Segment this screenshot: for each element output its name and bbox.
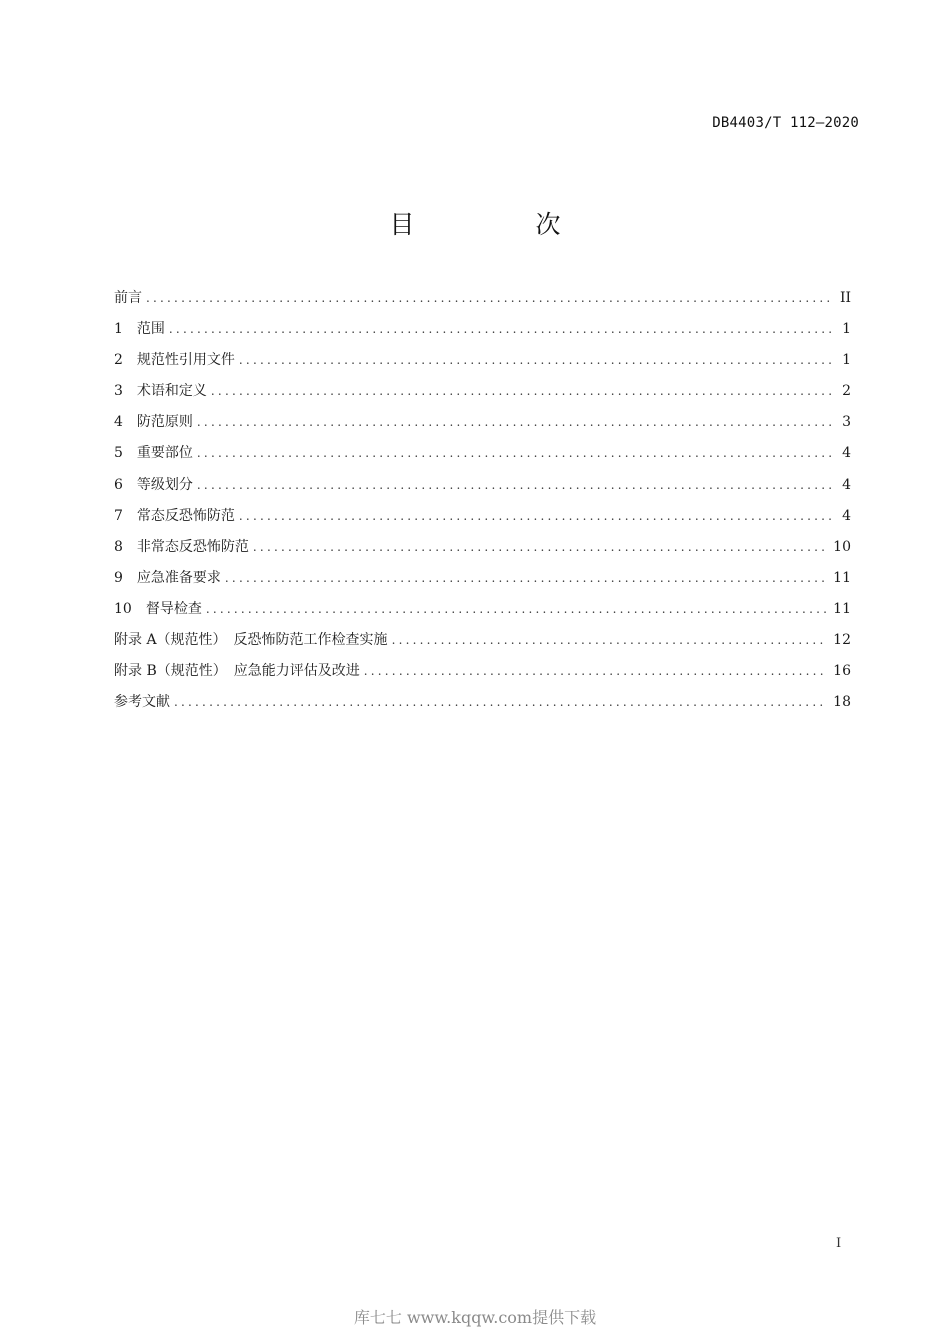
toc-page-number: 16 xyxy=(833,663,851,680)
toc-entry-routine-prevention[interactable] xyxy=(114,505,851,536)
toc-leader-dots xyxy=(197,411,833,433)
toc-entry-title: 防范原则 xyxy=(136,414,193,431)
toc-leader-dots xyxy=(206,598,827,620)
toc-entry-appendix-b[interactable] xyxy=(114,660,851,691)
toc-page-number: 1 xyxy=(842,352,851,369)
toc-entry-title: 术语和定义 xyxy=(136,383,207,400)
toc-page-number: II xyxy=(839,290,851,306)
toc-entry-nonroutine-prevention[interactable] xyxy=(114,536,851,567)
toc-page-number: 18 xyxy=(833,694,851,711)
table-of-contents xyxy=(114,287,851,722)
toc-entry-key-areas[interactable] xyxy=(114,442,851,473)
toc-entry-bibliography[interactable] xyxy=(114,691,851,722)
toc-entry-number: 3 xyxy=(114,383,123,400)
toc-entry-number: 4 xyxy=(114,414,123,431)
toc-entry-number: 7 xyxy=(114,507,123,524)
toc-leader-dots xyxy=(146,287,833,309)
toc-entry-appendix-a[interactable] xyxy=(114,629,851,660)
toc-leader-dots xyxy=(239,349,833,371)
toc-entry-foreword[interactable] xyxy=(114,287,851,318)
toc-entry-level-classification[interactable] xyxy=(114,474,851,505)
toc-page-number: 1 xyxy=(842,321,851,338)
toc-entry-number: 6 xyxy=(114,476,123,493)
toc-entry-title: 等级划分 xyxy=(136,476,193,493)
toc-entry-title: 督导检查 xyxy=(145,600,202,617)
document-code: DB4403/T 112—2020 xyxy=(712,115,859,131)
toc-page-number: 4 xyxy=(842,445,851,462)
toc-entry-title: 规范性引用文件 xyxy=(136,352,235,369)
toc-page-number: 4 xyxy=(842,476,851,493)
toc-entry-title: 附录 B（规范性） 应急能力评估及改进 xyxy=(114,663,360,680)
toc-entry-title: 范围 xyxy=(136,321,165,338)
toc-entry-number: 1 xyxy=(114,321,123,338)
toc-page-number: 11 xyxy=(833,600,851,617)
toc-entry-number: 9 xyxy=(114,569,123,586)
toc-entry-number: 8 xyxy=(114,538,123,555)
toc-page-number: 11 xyxy=(833,569,851,586)
toc-entry-normative-references[interactable] xyxy=(114,349,851,380)
download-watermark: 库七七 www.kqqw.com提供下载 xyxy=(353,1308,597,1327)
page-number: I xyxy=(836,1236,842,1251)
toc-leader-dots xyxy=(225,567,827,589)
toc-leader-dots xyxy=(239,505,833,527)
toc-entry-terms-definitions[interactable] xyxy=(114,380,851,411)
toc-page-number: 12 xyxy=(833,632,851,649)
toc-entry-emergency-preparedness[interactable] xyxy=(114,567,851,598)
toc-entry-title: 应急准备要求 xyxy=(136,569,221,586)
toc-entry-supervision-inspection[interactable] xyxy=(114,598,851,629)
toc-page-number: 10 xyxy=(833,538,851,555)
page-title: 目 次 xyxy=(389,210,609,239)
toc-leader-dots xyxy=(174,691,827,713)
toc-leader-dots xyxy=(169,318,833,340)
toc-page-number: 3 xyxy=(842,414,851,431)
toc-leader-dots xyxy=(197,474,833,496)
toc-entry-number: 10 xyxy=(114,600,132,617)
toc-leader-dots xyxy=(364,660,827,682)
toc-entry-title: 重要部位 xyxy=(136,445,193,462)
toc-entry-title: 附录 A（规范性） 反恐怖防范工作检查实施 xyxy=(114,632,388,649)
toc-page-number: 2 xyxy=(842,383,851,400)
toc-entry-title: 参考文献 xyxy=(114,694,170,711)
toc-entry-number: 2 xyxy=(114,352,123,369)
toc-leader-dots xyxy=(392,629,828,651)
toc-entry-prevention-principles[interactable] xyxy=(114,411,851,442)
toc-leader-dots xyxy=(253,536,827,558)
toc-page-number: 4 xyxy=(842,507,851,524)
toc-leader-dots xyxy=(197,442,833,464)
toc-entry-title: 前言 xyxy=(114,290,142,306)
toc-entry-title: 常态反恐怖防范 xyxy=(136,507,235,524)
toc-entry-title: 非常态反恐怖防范 xyxy=(136,538,249,555)
toc-entry-number: 5 xyxy=(114,445,123,462)
toc-entry-scope[interactable] xyxy=(114,318,851,349)
toc-leader-dots xyxy=(211,380,833,402)
